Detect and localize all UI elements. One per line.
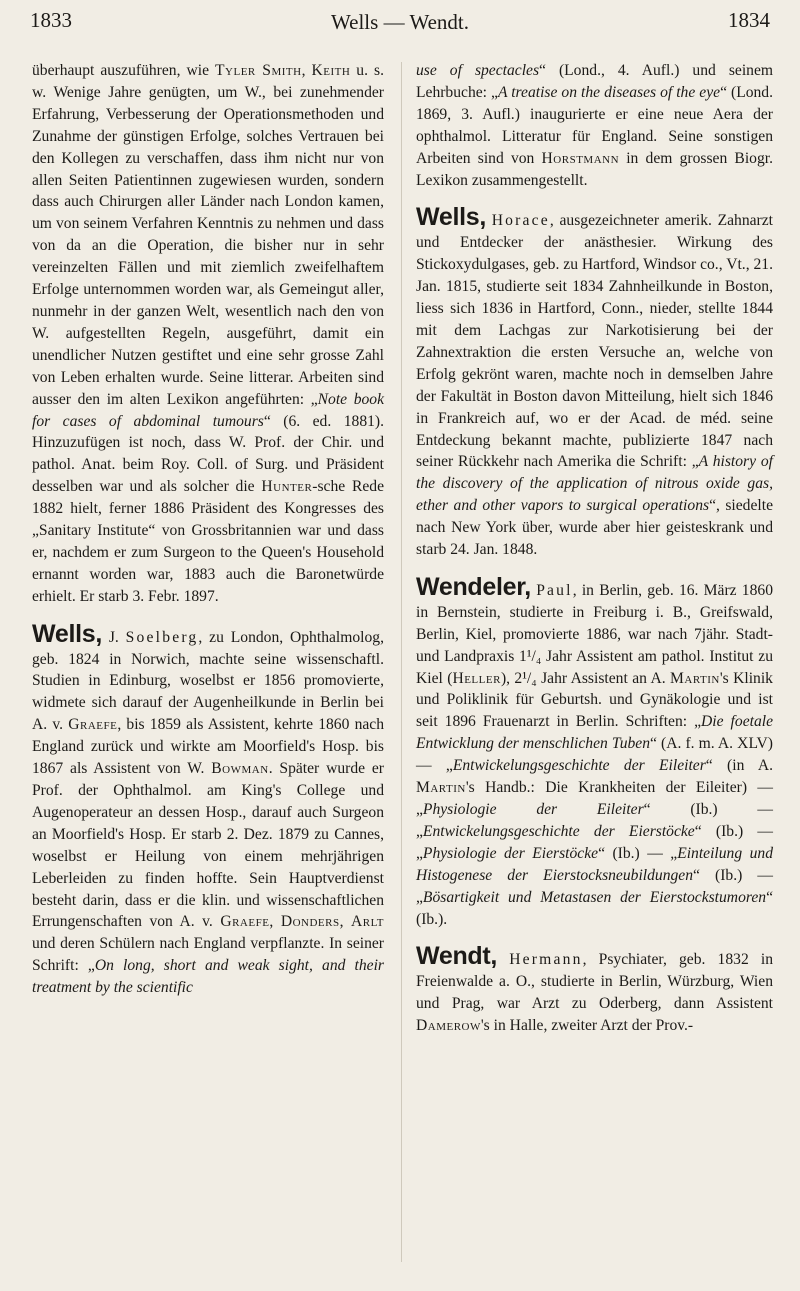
right-column (416, 60, 773, 1037)
page-number-right: 1834 (728, 8, 770, 32)
headword: Wendeler, (416, 572, 531, 601)
running-title: Wells — Wendt. (331, 10, 469, 34)
entry-wells-horace: Wells, Horace, ausgezeichneter amerik. Zahnarzt und Entdecker der anästhesier. Wirkung des Stickoxydulgases, geb. zu Hartford, Windsor co., Vt., 21. Jan. 1815, studierte seit 1834 Zahnheilkunde in Boston, liess sich 1836 in Hartford, Conn., nieder, stellte 1844 mit dem Lachgas zur Narkotisierung bei der Zahnextraktion die ersten Versuche an, welche von Erfolg gekrönt waren, machte noch in demselben Jahre der Fakultät in Boston davon Mitteilung, hielt sich 1846 in Frankreich auf, wo er der Acad. de méd. seine Entdeckung bekannt machte, publizierte 1847 nach seiner Rückkehr nach Amerika die Schrift: „A history of the discovery of the application of nitrous oxide gas, ether and other vapors to surgical operations“, siedelte nach New York über, wurde aber hier geisteskrank und starb 24. Jan. 1848. (416, 203, 773, 559)
entry-wells-soelberg: Wells, J. Soelberg, zu London, Ophthalmolog, geb. 1824 in Norwich, machte seine wissenschaftl. Studien in Edinburg, woselbst er 1856 promovierte, widmete sich darauf der Augenheilkunde in Berlin bei A. v. Graefe, bis 1859 als Assistent, kehrte 1860 nach England zurück und wirkte am Moorfield's Hosp. bis 1867 als Assistent von W. Bowman. Später wurde er Prof. der Ophthalmol. am King's College und Augenoperateur an dessen Hosp., darauf auch Surgeon an Moorfield's Hosp. Er starb 2. Dez. 1879 zu Cannes, woselbst er Heilung von einem mehrjährigen Leberleiden zu finden hoffte. Sein Hauptverdienst besteht darin, dass er die klin. und wissenschaftlichen Errungenschaften von A. v. Graefe, Donders, Arlt und deren Schülern nach England verpflanzte. In seiner Schrift: „On long, short and weak sight, and their treatment by the scientific (32, 619, 385, 997)
entry-wells-spencer-continued: überhaupt auszuführen, wie Tyler Smith, Keith u. s. w. Wenige Jahre genügten, um W., bei zunehmender Erfahrung, Verbesserung der Operationsmethoden und Zunahme der günstigen Erfolge, solches Vertrauen bei den Kollegen zu verschaffen, dass ihm nicht nur von allen Seiten Patientinnen zugewiesen wurden, sondern dass auch Chirurgen aller Länder nach London kamen, um von seinem Verfahren Kenntnis zu nehmen und dass von da an die Operation, die bisher nur in sehr vereinzelten Fällen und mit ziemlich zweifelhaftem Erfolge unternommen worden war, als Gemeingut aller, nunmehr in der ganzen Welt, wesentlich nach den von W. aufgestellten Regeln, ausgeführt, damit ein unendlicher Nutzen gestiftet und eine sehr grosse Zahl von Leben erhalten wurde. Seine litterar. Arbeiten sind ausser den im alten Lexikon angeführten: „Note book for cases of abdominal tumours“ (6. ed. 1881). Hinzuzufügen ist noch, dass W. Prof. der Chir. und pathol. Anat. beim Roy. Coll. of Surg. und Präsident desselben war und als solcher die Hunter-sche Rede 1882 hielt, ferner 1886 Präsident des Kongresses des „Sanitary Institute“ von Grossbritannien war und dass er, nachdem er zum Surgeon to the Queen's Household ernannt worden war, 1883 auch die Baronetwürde erhielt. Er starb 3. Febr. 1897. (32, 62, 385, 605)
left-column (32, 60, 384, 999)
page-number-left: 1833 (30, 8, 72, 32)
entry-wells-soelberg-continued: use of spectacles“ (Lond., 4. Aufl.) und seinem Lehrbuche: „A treatise on the diseases of the eye“ (Lond. 1869, 3. Aufl.) inaugurierte er eine neue Aera der ophthalmol. Litteratur für England. Seine sonstigen Arbeiten sind von Horstmann in dem grossen Biogr. Lexikon zusammengestellt. (416, 62, 774, 189)
headword: Wendt, (416, 942, 498, 971)
entry-wendt: Wendt, Hermann, Psychiater, geb. 1832 in Freienwalde a. O., studierte in Berlin, Würzburg, Wien und Prag, war Arzt zu Oderberg, dann Assistent Damerow's in Halle, zweiter Arzt der Prov.- (416, 942, 774, 1035)
headword: Wells, (416, 203, 486, 232)
running-header (30, 8, 770, 42)
column-divider (401, 62, 402, 1262)
entry-wendeler: Wendeler, Paul, in Berlin, geb. 16. März 1860 in Bernstein, studierte in Freiburg i. B., Greifswald, Berlin, Kiel, promovierte 1886, war nach 7jähr. Stadt- und Landpraxis 1¹/₄ Jahr Assistent am pathol. Institut zu Kiel (Heller), 2¹/₄ Jahr Assistent an A. Martin's Klinik und Poliklinik für Geburtsh. und Gynäkologie und ist seit 1896 Frauenarzt in Berlin. Schriften: „Die foetale Entwicklung der menschlichen Tuben“ (A. f. m. A. XLV) — „Entwickelungsgeschichte der Eileiter“ (in A. Martin's Handb.: Die Krankheiten der Eileiter) — „Physiologie der Eileiter“ (Ib.) — „Entwickelungsgeschichte der Eierstöcke“ (Ib.) — „Physiologie der Eierstöcke“ (Ib.) — „Einteilung und Histogenese der Eierstocksneubildungen“ (Ib.) — „Bösartigkeit und Metastasen der Eierstockstumoren“ (Ib.). (416, 572, 774, 928)
headword: Wells, (32, 619, 102, 648)
